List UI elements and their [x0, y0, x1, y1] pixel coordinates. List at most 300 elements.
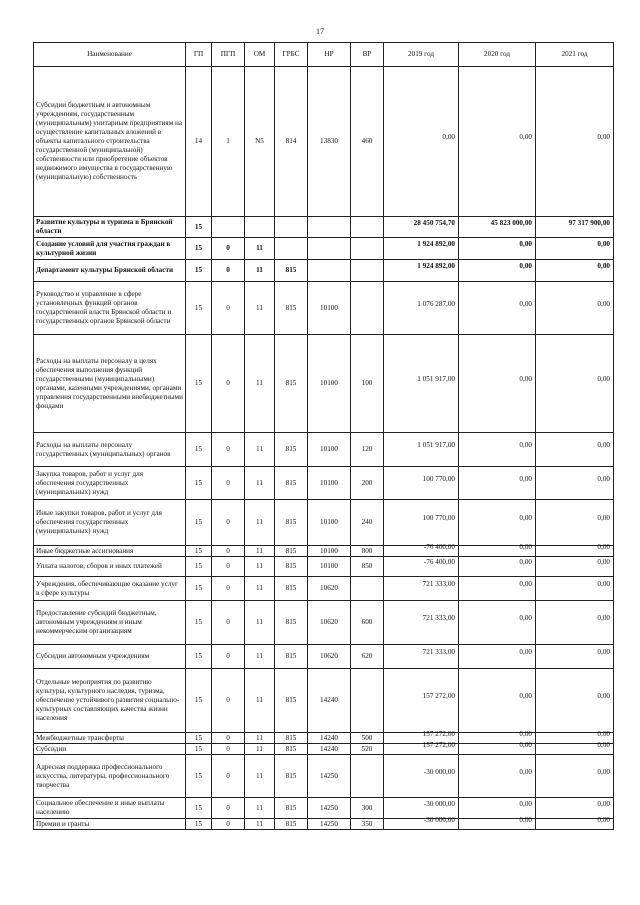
cell-gp: 15 [186, 557, 212, 577]
cell-name [34, 282, 186, 335]
cell-2019 [384, 260, 459, 282]
cell-vr: 850 [351, 557, 384, 577]
table-row [34, 755, 614, 798]
cell-2019-value: 100 770,00 [422, 474, 455, 483]
cell-om: 11 [245, 282, 275, 335]
cell-name-text: Межбюджетные трансферты [36, 734, 124, 742]
header-vr: ВР [351, 43, 384, 67]
cell-2020 [459, 335, 536, 433]
cell-vr: 800 [351, 546, 384, 557]
cell-2020-value: 0,00 [519, 133, 532, 141]
cell-pgp: 0 [212, 433, 245, 467]
cell-grbs: 815 [275, 433, 308, 467]
cell-vr [351, 217, 384, 238]
cell-gp: 14 [186, 67, 212, 217]
cell-nr: 10100 [308, 500, 351, 546]
cell-om: 11 [245, 601, 275, 645]
cell-pgp: 0 [212, 669, 245, 733]
cell-nr: 14250 [308, 798, 351, 819]
cell-2019-value: -30 000,00 [423, 767, 455, 776]
cell-name [34, 755, 186, 798]
cell-vr: 240 [351, 500, 384, 546]
cell-grbs: 815 [275, 557, 308, 577]
cell-2020-value: 45 823 000,00 [490, 218, 532, 227]
cell-2021 [536, 645, 614, 669]
cell-grbs [275, 217, 308, 238]
table-row [34, 217, 614, 238]
cell-2019-value: 157 272,00 [422, 741, 455, 749]
cell-pgp: 0 [212, 733, 245, 744]
cell-gp: 15 [186, 335, 212, 433]
cell-2019 [384, 816, 459, 830]
cell-2020 [459, 577, 536, 601]
cell-pgp: 0 [212, 819, 245, 830]
cell-2019-value: 721 333,00 [422, 648, 455, 656]
cell-gp: 15 [186, 500, 212, 546]
cell-nr: 10100 [308, 282, 351, 335]
cell-name [34, 335, 186, 433]
cell-gp: 15 [186, 819, 212, 830]
cell-pgp: 0 [212, 557, 245, 577]
cell-name [34, 557, 186, 577]
cell-name [34, 669, 186, 733]
cell-2019-value: -76 400,00 [423, 543, 455, 551]
cell-name-text: Премии и гранты [36, 820, 90, 828]
cell-name-text: Субсидии автономным учреждениям [36, 652, 150, 660]
cell-2021-value: 0,00 [597, 614, 610, 622]
cell-name [34, 433, 186, 467]
cell-pgp [212, 217, 245, 238]
cell-2019-value: -30 000,00 [423, 799, 455, 808]
cell-vr: 300 [351, 798, 384, 819]
cell-2020-value: 0,00 [519, 816, 532, 824]
cell-gp: 15 [186, 217, 212, 238]
cell-gp: 15 [186, 733, 212, 744]
cell-grbs: 815 [275, 467, 308, 500]
cell-pgp: 0 [212, 260, 245, 282]
cell-2021-value: 0,00 [597, 441, 610, 449]
cell-name-text: Департамент культуры Брянской области [36, 266, 174, 274]
cell-om: 11 [245, 500, 275, 546]
cell-nr: 14240 [308, 669, 351, 733]
cell-2019-value: 1 051 917,00 [417, 441, 455, 449]
cell-2021 [536, 755, 614, 798]
cell-nr: 14240 [308, 744, 351, 755]
cell-grbs: 815 [275, 669, 308, 733]
cell-2019-value: 100 770,00 [422, 514, 455, 522]
cell-grbs: 815 [275, 335, 308, 433]
cell-pgp: 0 [212, 467, 245, 500]
cell-vr: 500 [351, 733, 384, 744]
cell-2020-value: 0,00 [519, 375, 532, 383]
cell-nr: 10620 [308, 601, 351, 645]
cell-grbs: 815 [275, 500, 308, 546]
cell-2021 [536, 335, 614, 433]
cell-pgp: 0 [212, 601, 245, 645]
cell-vr: 460 [351, 67, 384, 217]
cell-2020-value: 0,00 [519, 240, 532, 248]
cell-om: 11 [245, 645, 275, 669]
cell-2019-value: 1 076 287,00 [417, 299, 455, 308]
cell-gp: 15 [186, 669, 212, 733]
cell-2019-value: 28 450 754,70 [413, 218, 455, 227]
cell-vr: 520 [351, 744, 384, 755]
cell-grbs: 815 [275, 546, 308, 557]
cell-om [245, 217, 275, 238]
cell-name-text: Руководство и управление в сфере установленных функций органов государственной власти Брянской области и государственных органов Брянской области [36, 290, 172, 325]
cell-2019 [384, 741, 459, 755]
cell-2021-value: 0,00 [597, 375, 610, 383]
cell-2021 [536, 543, 614, 557]
cell-gp: 15 [186, 744, 212, 755]
cell-name [34, 260, 186, 282]
cell-2020 [459, 601, 536, 645]
cell-pgp: 0 [212, 744, 245, 755]
cell-gp: 15 [186, 546, 212, 557]
cell-2020 [459, 238, 536, 260]
table-row [34, 577, 614, 601]
cell-nr: 10620 [308, 645, 351, 669]
cell-gp: 15 [186, 645, 212, 669]
cell-2019 [384, 238, 459, 260]
cell-gp: 15 [186, 282, 212, 335]
cell-2021 [536, 467, 614, 500]
cell-2021-value: 0,00 [597, 299, 610, 308]
cell-2021 [536, 282, 614, 335]
table-row [34, 819, 614, 830]
cell-name-text: Расходы на выплаты персоналу в целях обеспечения выполнения функций государственными (муниципальными) органами, казенными учреждениями, органами управления государственными внебюджетными фондами [36, 356, 183, 410]
cell-name [34, 546, 186, 557]
cell-name-text: Предоставление субсидий бюджетным, автономным учреждениям и иным некоммерческим организациям [36, 609, 157, 635]
cell-gp: 15 [186, 433, 212, 467]
cell-2021-value: 97 317 900,00 [568, 218, 610, 227]
cell-2019-value: 1 924 892,00 [417, 240, 455, 248]
cell-nr: 10620 [308, 577, 351, 601]
cell-nr: 13830 [308, 67, 351, 217]
table-row [34, 601, 614, 645]
cell-2021-value: 0,00 [597, 558, 610, 566]
cell-grbs: 815 [275, 755, 308, 798]
cell-vr: 620 [351, 645, 384, 669]
cell-grbs: 815 [275, 798, 308, 819]
cell-om: 11 [245, 669, 275, 733]
cell-nr: 10100 [308, 546, 351, 557]
cell-2019 [384, 543, 459, 557]
cell-2020-value: 0,00 [519, 543, 532, 551]
header-name: Наименование [34, 43, 186, 67]
cell-vr [351, 669, 384, 733]
header-2019: 2019 год [384, 43, 459, 67]
cell-gp: 15 [186, 755, 212, 798]
cell-om: 11 [245, 733, 275, 744]
cell-2020-value: 0,00 [519, 730, 532, 738]
header-2021: 2021 год [536, 43, 614, 67]
cell-vr: 100 [351, 335, 384, 433]
cell-nr [308, 260, 351, 282]
cell-name [34, 217, 186, 238]
cell-name [34, 577, 186, 601]
cell-name-text: Адресная поддержка профессионального искусства, литературы, профессионального творчества [36, 762, 170, 789]
cell-nr: 10100 [308, 433, 351, 467]
cell-2021 [536, 601, 614, 645]
cell-name [34, 733, 186, 744]
cell-2021 [536, 741, 614, 755]
cell-pgp: 0 [212, 282, 245, 335]
table-row [34, 238, 614, 260]
cell-2019 [384, 577, 459, 601]
table-row [34, 500, 614, 546]
cell-2019 [384, 601, 459, 645]
cell-2019-value: 0,00 [442, 133, 455, 141]
cell-nr: 14240 [308, 733, 351, 744]
cell-name-text: Развитие культуры и туризма в Брянской области [36, 218, 173, 235]
header-grbs: ГРБС [275, 43, 308, 67]
header-gp: ГП [186, 43, 212, 67]
cell-name-text: Субсидии бюджетным и автономным учреждениям, государственным (муниципальным) унитарным предприятиям на осуществление капитальных вложений в объекты капитального строительства государственной (муниципальной) собственности или приобретение объектов недвижимого имущества в государственную (муниципальную) собственность [36, 101, 183, 181]
cell-2019 [384, 467, 459, 500]
cell-vr [351, 282, 384, 335]
table-row [34, 557, 614, 577]
cell-2019 [384, 282, 459, 335]
cell-name [34, 467, 186, 500]
cell-2020-value: 0,00 [519, 799, 532, 808]
cell-2021-value: 0,00 [597, 133, 610, 141]
cell-2021 [536, 238, 614, 260]
table-row [34, 669, 614, 733]
budget-table [33, 42, 614, 830]
cell-om: 11 [245, 546, 275, 557]
cell-vr: 120 [351, 433, 384, 467]
cell-pgp: 0 [212, 546, 245, 557]
cell-2019-value: -30 000,00 [423, 816, 455, 824]
table-row [34, 433, 614, 467]
cell-2020 [459, 816, 536, 830]
cell-2019-value: 721 333,00 [422, 614, 455, 622]
cell-2020 [459, 669, 536, 733]
cell-om: 11 [245, 433, 275, 467]
table-row [34, 744, 614, 755]
cell-name [34, 67, 186, 217]
cell-2021 [536, 500, 614, 546]
cell-grbs: 815 [275, 282, 308, 335]
cell-name-text: Иные бюджетные ассигнования [36, 547, 134, 555]
cell-2019 [384, 557, 459, 577]
cell-2021 [536, 260, 614, 282]
cell-name-text: Создание условий для участия граждан в культурной жизни [36, 239, 171, 257]
cell-2020 [459, 645, 536, 669]
cell-vr: 200 [351, 467, 384, 500]
cell-grbs [275, 238, 308, 260]
cell-2020 [459, 217, 536, 238]
cell-vr: 350 [351, 819, 384, 830]
cell-2020 [459, 741, 536, 755]
cell-grbs: 815 [275, 601, 308, 645]
cell-grbs: 815 [275, 645, 308, 669]
cell-2021-value: 0,00 [597, 580, 610, 588]
cell-nr: 14250 [308, 755, 351, 798]
cell-name [34, 744, 186, 755]
cell-gp: 15 [186, 601, 212, 645]
cell-grbs: 815 [275, 733, 308, 744]
cell-2020-value: 0,00 [519, 648, 532, 656]
cell-pgp: 0 [212, 577, 245, 601]
cell-nr: 10100 [308, 335, 351, 433]
cell-vr: 600 [351, 601, 384, 645]
cell-2021-value: 0,00 [597, 474, 610, 483]
header-2020: 2020 год [459, 43, 536, 67]
table-header-row [34, 43, 614, 67]
cell-2020-value: 0,00 [519, 558, 532, 566]
cell-2020 [459, 543, 536, 557]
cell-om: 11 [245, 238, 275, 260]
cell-pgp: 0 [212, 798, 245, 819]
cell-name-text: Иные закупки товаров, работ и услуг для обеспечения государственных (муниципальных) нужд [36, 509, 162, 535]
cell-name-text: Учреждения, обеспечивающие оказание услуг в сфере культуры [36, 579, 178, 597]
cell-2019 [384, 645, 459, 669]
cell-2019 [384, 500, 459, 546]
cell-vr [351, 260, 384, 282]
cell-vr [351, 577, 384, 601]
cell-pgp: 0 [212, 500, 245, 546]
cell-om: 11 [245, 557, 275, 577]
cell-grbs: 815 [275, 819, 308, 830]
cell-name-text: Закупка товаров, работ и услуг для обеспечения государственных (муниципальных) нужд [36, 469, 144, 496]
cell-grbs: 815 [275, 577, 308, 601]
cell-gp: 15 [186, 798, 212, 819]
cell-2020 [459, 67, 536, 217]
cell-2020-value: 0,00 [519, 580, 532, 588]
cell-2020 [459, 557, 536, 577]
cell-2021-value: 0,00 [597, 730, 610, 738]
cell-2019 [384, 67, 459, 217]
cell-2021-value: 0,00 [597, 262, 610, 270]
cell-2021-value: 0,00 [597, 799, 610, 808]
cell-name [34, 645, 186, 669]
cell-nr: 10100 [308, 557, 351, 577]
cell-nr: 14250 [308, 819, 351, 830]
cell-2020-value: 0,00 [519, 441, 532, 449]
cell-2021-value: 0,00 [597, 741, 610, 749]
cell-2020-value: 0,00 [519, 262, 532, 270]
cell-name-text: Отдельные мероприятия по развитию культуры, культурного наследия, туризма, обеспечение устойчивого развития социально-культурных составляющих качества жизни населения [36, 678, 180, 722]
cell-2021-value: 0,00 [597, 240, 610, 248]
cell-2020-value: 0,00 [519, 614, 532, 622]
table-body [34, 67, 614, 830]
cell-2019-value: -76 400,00 [423, 558, 455, 566]
cell-2020 [459, 260, 536, 282]
cell-grbs: 815 [275, 744, 308, 755]
cell-2020 [459, 282, 536, 335]
cell-2021-value: 0,00 [597, 514, 610, 522]
cell-nr: 10100 [308, 467, 351, 500]
cell-pgp: 0 [212, 238, 245, 260]
cell-name [34, 601, 186, 645]
cell-2020-value: 0,00 [519, 299, 532, 308]
cell-name-text: Уплата налогов, сборов и иных платежей [36, 562, 162, 570]
header-pgp: ПГП [212, 43, 245, 67]
cell-2020-value: 0,00 [519, 741, 532, 749]
cell-gp: 15 [186, 577, 212, 601]
table-row [34, 645, 614, 669]
cell-2020-value: 0,00 [519, 474, 532, 483]
table-row [34, 546, 614, 557]
cell-om: 11 [245, 467, 275, 500]
cell-2021-value: 0,00 [597, 767, 610, 776]
cell-2021 [536, 577, 614, 601]
cell-om: 11 [245, 744, 275, 755]
cell-pgp: 1 [212, 67, 245, 217]
cell-name-text: Субсидии [36, 745, 67, 753]
cell-pgp: 0 [212, 755, 245, 798]
cell-2019-value: 157 272,00 [422, 692, 455, 700]
cell-pgp: 0 [212, 335, 245, 433]
cell-2019 [384, 217, 459, 238]
cell-2021-value: 0,00 [597, 692, 610, 700]
cell-gp: 15 [186, 260, 212, 282]
cell-name [34, 798, 186, 819]
cell-vr [351, 755, 384, 798]
cell-2020-value: 0,00 [519, 692, 532, 700]
cell-2021 [536, 67, 614, 217]
cell-2021 [536, 557, 614, 577]
table-row [34, 282, 614, 335]
cell-om: 11 [245, 260, 275, 282]
cell-om: 11 [245, 755, 275, 798]
cell-2020 [459, 755, 536, 798]
cell-name-text: Социальное обеспечение и иные выплаты населению [36, 799, 165, 816]
cell-grbs: 815 [275, 260, 308, 282]
table-row [34, 260, 614, 282]
cell-om: 11 [245, 335, 275, 433]
cell-2019 [384, 755, 459, 798]
cell-om: 11 [245, 798, 275, 819]
cell-2021-value: 0,00 [597, 648, 610, 656]
cell-2021 [536, 816, 614, 830]
cell-name [34, 500, 186, 546]
cell-2020-value: 0,00 [519, 514, 532, 522]
cell-2019 [384, 335, 459, 433]
header-nr: НР [308, 43, 351, 67]
cell-2020-value: 0,00 [519, 767, 532, 776]
cell-2019-value: 721 333,00 [422, 580, 455, 588]
cell-2021-value: 0,00 [597, 543, 610, 551]
table-row [34, 335, 614, 433]
cell-vr [351, 238, 384, 260]
cell-name-text: Расходы на выплаты персоналу государственных (муниципальных) органов [36, 440, 171, 458]
cell-pgp: 0 [212, 645, 245, 669]
cell-2021 [536, 433, 614, 467]
cell-name [34, 819, 186, 830]
header-om: ОМ [245, 43, 275, 67]
cell-name [34, 238, 186, 260]
cell-2020 [459, 433, 536, 467]
cell-2019-value: 1 051 917,00 [417, 375, 455, 383]
cell-2019-value: 157 272,00 [422, 730, 455, 738]
cell-2019-value: 1 924 892,00 [417, 262, 455, 270]
cell-2019 [384, 669, 459, 733]
cell-gp: 15 [186, 467, 212, 500]
cell-2021 [536, 217, 614, 238]
table-row [34, 467, 614, 500]
cell-2021-value: 0,00 [597, 816, 610, 824]
cell-nr [308, 238, 351, 260]
cell-om: N5 [245, 67, 275, 217]
cell-om: 11 [245, 819, 275, 830]
cell-2020 [459, 467, 536, 500]
cell-2021 [536, 669, 614, 733]
cell-2020 [459, 500, 536, 546]
table-row [34, 67, 614, 217]
